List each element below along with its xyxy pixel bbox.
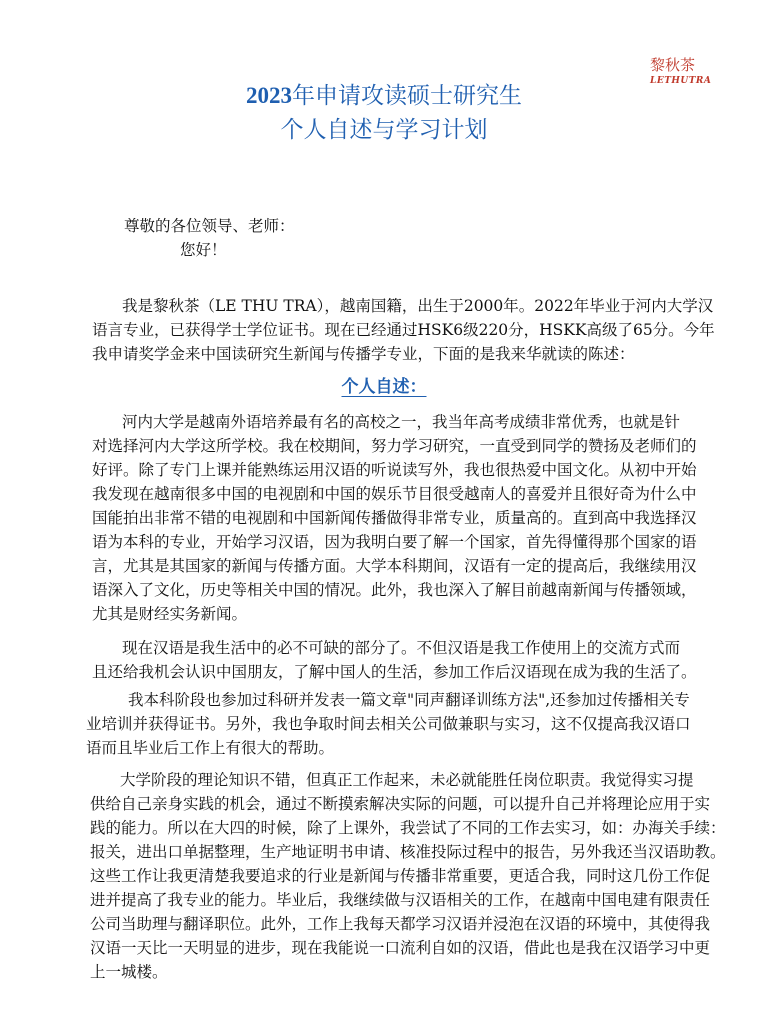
paragraph-line: 好评。除了专门上课并能熟练运用汉语的听说读写外，我也很热爱中国文化。从初中开始 — [92, 461, 697, 479]
paragraph-line: 河内大学是越南外语培养最有名的高校之一，我当年高考成绩非常优秀，也就是针 — [122, 413, 681, 431]
title-line1-text: 年申请攻读硕士研究生 — [292, 83, 522, 109]
paragraph-university — [92, 410, 697, 626]
paragraph-line: 国能拍出非常不错的电视剧和中国新闻传播做得非常专业，质量高的。直到高中我选择汉 — [92, 509, 697, 527]
paragraph-research — [86, 688, 691, 760]
paragraph-line: 语深入了文化，历史等相关中国的情况。此外，我也深入了解目前越南新闻与传播领域， — [92, 581, 697, 599]
paragraph-line: 对选择河内大学这所学校。我在校期间，努力学习研究，一直受到同学的赞扬及老师们的 — [92, 437, 697, 455]
paragraph-line: 践的能力。所以在大四的时候，除了上课外，我尝试了不同的工作去实习，如：办海关手续： — [90, 819, 726, 837]
salutation: 尊敬的各位领导、老师： — [124, 217, 295, 235]
paragraph-line: 报关，进出口单据整理，生产地证明书申请、核准投际过程中的报告，另外我还当汉语助教。 — [90, 843, 726, 861]
paragraph-internship — [90, 768, 726, 984]
intro-paragraph — [92, 294, 715, 366]
paragraph-line: 我本科阶段也参加过科研并发表一篇文章"同声翻译训练方法",还参加过传播相关专 — [128, 691, 690, 709]
paragraph-line: 现在汉语是我生活中的必不可缺的部分了。不但汉语是我工作使用上的交流方式而 — [122, 639, 681, 657]
section-heading-personal-statement: 个人自述： — [341, 377, 427, 397]
title-year: 2023 — [246, 83, 292, 108]
intro-line: 我申请奖学金来中国读研究生新闻与传播学专业，下面的是我来华就读的陈述： — [92, 345, 635, 363]
paragraph-line: 言，尤其是其国家的新闻与传播方面。大学本科期间，汉语有一定的提高后，我继续用汉 — [92, 557, 697, 575]
signature-name-en: LETHUTRA — [650, 76, 712, 86]
document-title-line2: 个人自述与学习计划 — [280, 117, 488, 143]
signature-name-cn: 黎秋茶 — [650, 56, 696, 74]
paragraph-line: 这些工作让我更清楚我要追求的行业是新闻与传播非常重要，更适合我，同时这几份工作促 — [90, 867, 711, 885]
document-title-line1 — [0, 80, 768, 112]
intro-line: 语言专业，已获得学士学位证书。现在已经通过HSK6级220分，HSKK高级了65分。今年 — [92, 321, 715, 339]
paragraph-line: 供给自己亲身实践的机会，通过不断摸索解决实际的问题，可以提升自己并将理论应用于实 — [90, 795, 711, 813]
paragraph-line: 汉语一天比一天明显的进步，现在我能说一口流利自如的汉语，借此也是我在汉语学习中更 — [90, 939, 711, 957]
paragraph-line: 尤其是财经实务新闻。 — [92, 605, 248, 623]
paragraph-line: 公司当助理与翻译职位。此外，工作上我每天都学习汉语并浸泡在汉语的环境中，其使得我 — [90, 915, 711, 933]
paragraph-line: 上一城楼。 — [90, 963, 168, 981]
paragraph-line: 大学阶段的理论知识不错，但真正工作起来，未必就能胜任岗位职责。我觉得实习提 — [120, 771, 694, 789]
intro-line: 我是黎秋茶（LE THU TRA），越南国籍，出生于2000年。2022年毕业于河内大学汉 — [122, 297, 714, 315]
paragraph-line: 且还给我机会认识中国朋友，了解中国人的生活，参加工作后汉语现在成为我的生活了。 — [92, 663, 697, 681]
hello-greeting: 您好！ — [180, 241, 227, 259]
paragraph-line: 语为本科的专业，开始学习汉语，因为我明白要了解一个国家，首先得懂得那个国家的语 — [92, 533, 697, 551]
paragraph-line: 我发现在越南很多中国的电视剧和中国的娱乐节目很受越南人的喜爱并且很好奇为什么中 — [92, 485, 697, 503]
paragraph-line: 语而且毕业后工作上有很大的帮助。 — [86, 739, 335, 757]
paragraph-chinese-life — [92, 636, 697, 684]
paragraph-line: 业培训并获得证书。另外，我也争取时间去相关公司做兼职与实习，这不仅提高我汉语口 — [86, 715, 691, 733]
paragraph-line: 进并提高了我专业的能力。毕业后，我继续做与汉语相关的工作，在越南中国电建有限责任 — [90, 891, 711, 909]
